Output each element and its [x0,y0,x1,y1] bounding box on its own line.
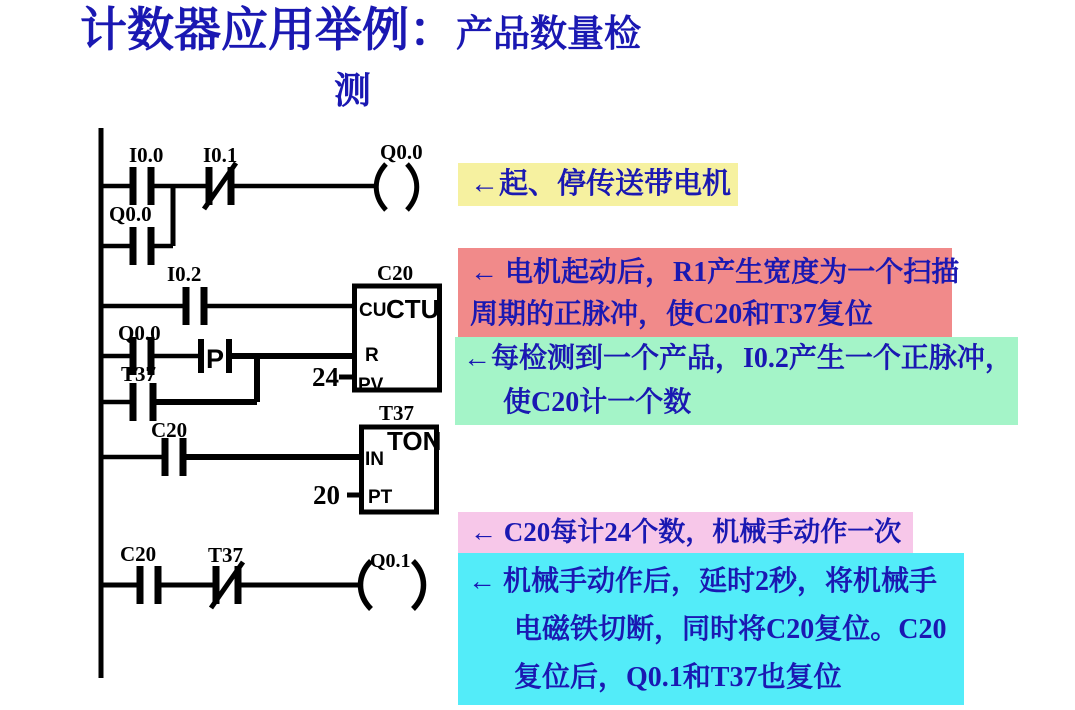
slide-title-main: 计数器应用举例： [80,5,456,57]
box-type-TON: TON [387,426,442,456]
label-T37-branch: T37 [121,362,157,386]
value-PV-24: 24 [312,362,339,392]
label-coil-Q0.0: Q0.0 [380,140,423,164]
contact-Q0.0-seal [133,227,151,265]
annotation-delay-line-3: 复位后，Q0.1和T37也复位 [514,662,842,693]
rung-3 [101,438,361,476]
annotation-reset-pulse [458,248,960,337]
annotation-delay-line-2: 电磁铁切断，同时将C20复位。C20 [514,614,947,645]
annotation-motor-line: ←起、停传送带电机 [470,168,732,200]
label-I0.2: I0.2 [167,262,202,286]
label-coil-Q0.1: Q0.1 [370,550,411,572]
annotation-c20-24 [458,512,913,553]
label-Q0.0-reset: Q0.0 [118,321,161,345]
annotation-count-line-1: ←每检测到一个产品，I0.2产生一个正脉冲， [463,343,1013,374]
label-Q0.0-seal: Q0.0 [109,202,152,226]
annotation-delay-line-1: ← 机械手动作后，延时2秒，将机械手 [468,566,938,597]
contact-I0.2 [186,287,204,325]
pin-PT: PT [368,487,393,508]
pin-IN: IN [365,449,384,470]
pin-R: R [365,345,379,366]
label-C20-rung4: C20 [120,542,157,566]
annotation-count-line-2: 使C20计一个数 [503,387,692,418]
contact-T37-branch [133,383,153,421]
box-type-CTU: CTU [386,294,440,324]
label-T37-box: T37 [379,401,415,425]
annotation-reset-line-2: 周期的正脉冲，使C20和T37复位 [470,299,873,330]
annotation-motor [458,163,738,206]
coil-Q0.0 [376,164,417,210]
annotation-c20-24-line: ← C20每计24个数，机械手动作一次 [470,517,902,547]
value-PT-20: 20 [313,480,340,510]
annotation-count-pulse [455,337,1018,425]
slide-title-sub: 产品数量检 [456,14,641,55]
label-C20-box: C20 [377,261,414,285]
contact-T37-nc [211,562,243,608]
contact-I0.0 [133,167,151,205]
annotation-delay-reset [458,553,964,705]
pin-CU: CU [359,300,387,321]
contact-C20-rung4 [140,566,158,604]
label-edge-P: P [206,344,225,374]
label-T37-rung4: T37 [208,543,244,567]
contact-C20 [165,438,183,476]
counter-box-C20 [312,261,440,396]
slide-title-wrap-char: 测 [334,71,371,112]
rung-2 [101,287,354,325]
contact-I0.1-nc [204,163,236,209]
label-C20-contact: C20 [151,418,188,442]
pin-PV: PV [358,375,384,396]
annotation-reset-line-1: ← 电机起动后，R1产生宽度为一个扫描 [470,257,960,288]
label-I0.1: I0.1 [203,143,238,167]
label-I0.0: I0.0 [129,143,164,167]
